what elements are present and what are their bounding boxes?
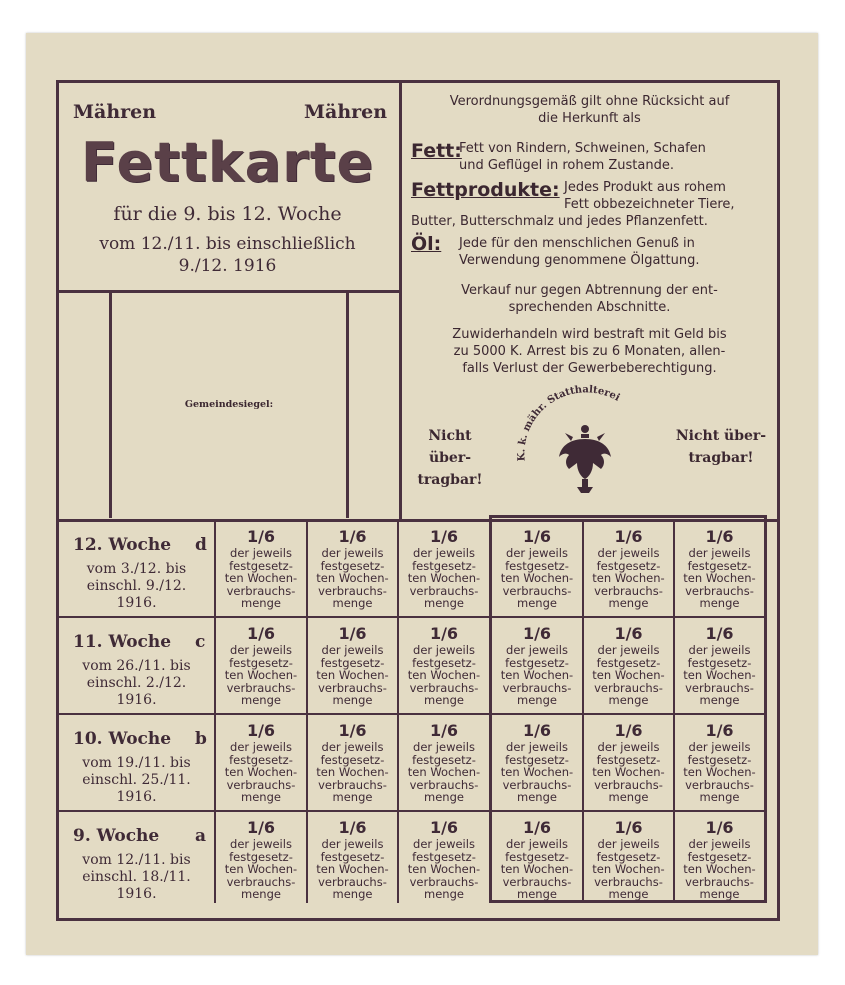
coupon-text-line: verbrauchs- [318, 777, 387, 792]
non-transferable-right [671, 425, 771, 469]
coupon-text-line: menge [517, 693, 557, 707]
valid-weeks: für die 9. bis 12. Woche [113, 203, 342, 225]
coupon-text-line: der jeweils [321, 837, 384, 851]
coupon-text-line: ten Wochen- [500, 668, 574, 682]
coupon-fraction: 1/6 [429, 624, 459, 643]
sale-notice [402, 282, 777, 316]
coupon-text-line: menge [332, 790, 373, 804]
week-date-line-3: 1916. [116, 692, 157, 708]
coupon-text-line: festgesetz- [412, 849, 476, 864]
coupon-text-line: verbrauchs- [502, 583, 572, 598]
def-fettprodukte-line-1: Jedes Produkt aus rohem [564, 180, 726, 195]
coupon-text-line: ten Wochen- [224, 668, 298, 682]
coupon-fraction: 1/6 [705, 818, 734, 837]
coupon-text-line: verbrauchs- [502, 777, 572, 792]
coupon-cell [675, 812, 764, 907]
validity-dates-line2: 9./12. 1916 [178, 256, 277, 276]
coupon-text-line: festgesetz- [229, 752, 293, 767]
sale-line-2: sprechenden Abschnitte. [508, 300, 671, 315]
def-oel-line-2: Verwendung genommene Ölgattung. [459, 253, 700, 268]
coupon-text-line: festgesetz- [320, 752, 385, 767]
coupon-text-line: verbrauchs- [594, 777, 663, 792]
fettkarte-card [56, 80, 780, 921]
def-oel-line-1: Jede für den menschlichen Genuß in [459, 236, 695, 251]
coupon-text-line: der jeweils [506, 643, 568, 657]
coupon-text-line: menge [608, 790, 649, 804]
coupon-text-line: ten Wochen- [224, 571, 298, 585]
week-date-line-3: 1916. [116, 789, 157, 805]
coupon-fraction: 1/6 [522, 818, 552, 837]
coupon-text-line: menge [332, 887, 373, 901]
coupon-text-line: der jeweils [321, 643, 384, 657]
card-title: Fettkarte [80, 131, 375, 194]
coupon-text-line: der jeweils [413, 837, 475, 851]
coupon-fraction: 1/6 [429, 721, 459, 740]
coupon-text-line: verbrauchs- [318, 874, 387, 889]
statthalterei-stamp [507, 383, 662, 503]
def-fett [459, 140, 706, 174]
coupon-text-line: verbrauchs- [318, 680, 387, 695]
week-letter: a [195, 826, 207, 846]
coupon-text-line: der jeweils [413, 740, 475, 754]
municipal-seal-label: Gemeindesiegel: [184, 399, 274, 410]
coupon-text-line: festgesetz- [412, 752, 476, 767]
coupon-fraction: 1/6 [614, 624, 643, 643]
coupon-cell [675, 715, 764, 810]
coupon-fraction: 1/6 [705, 721, 734, 740]
coupon-cell [492, 812, 582, 907]
coupon-text-line: ten Wochen- [500, 765, 574, 779]
penalty-line-2: zu 5000 K. Arrest bis zu 6 Monaten, allen- [453, 344, 726, 359]
coupon-cell [308, 618, 397, 713]
coupon-text-line: festgesetz- [687, 752, 752, 767]
coupon-text-line: verbrauchs- [502, 680, 572, 695]
week-letter: b [195, 729, 207, 749]
coupon-fraction: 1/6 [705, 624, 734, 643]
coupon-text-line: der jeweils [688, 837, 751, 851]
coupon-fraction: 1/6 [338, 818, 367, 837]
week-9-label [59, 812, 214, 903]
coupon-text-line: menge [241, 790, 281, 804]
coupon-text-line: verbrauchs- [226, 583, 296, 598]
coupon-text-line: ten Wochen- [316, 668, 389, 682]
coupon-text-line: festgesetz- [505, 655, 569, 670]
coupon-cell [308, 715, 397, 810]
coupon-text-line: ten Wochen- [500, 571, 574, 585]
coupon-text-line: verbrauchs- [594, 680, 663, 695]
coupon-text-line: ten Wochen- [224, 765, 298, 779]
coupon-fraction: 1/6 [614, 818, 643, 837]
coupon-fraction: 1/6 [614, 721, 643, 740]
coupon-text-line: festgesetz- [229, 655, 293, 670]
coupon-cell [399, 521, 489, 616]
coupon-fraction: 1/6 [338, 527, 367, 546]
nt-left-line-1: Nicht über- [428, 428, 472, 466]
coupon-cell [492, 618, 582, 713]
coupon-text-line: der jeweils [230, 837, 292, 851]
coupon-text-line: menge [517, 790, 557, 804]
coupon-cell [216, 618, 306, 713]
coupon-text-line: menge [699, 887, 740, 901]
regulation-intro [402, 93, 777, 127]
coupon-text-line: ten Wochen- [407, 571, 481, 585]
coupon-text-line: der jeweils [506, 740, 568, 754]
coupon-text-line: menge [332, 693, 373, 707]
coupon-text-line: ten Wochen- [683, 862, 756, 876]
coupon-text-line: der jeweils [688, 643, 751, 657]
penalty-line-3: falls Verlust der Gewerbeberechtigung. [462, 361, 717, 376]
coupon-text-line: ten Wochen- [500, 862, 574, 876]
coupon-cell [584, 715, 673, 810]
coupon-fraction: 1/6 [246, 527, 276, 546]
nt-right-line-1: Nicht über- [675, 428, 767, 444]
nt-right-line-2: tragbar! [688, 450, 754, 466]
week-12-label [59, 521, 214, 616]
coupon-text-line: menge [608, 693, 649, 707]
coupon-text-line: festgesetz- [412, 655, 476, 670]
coupon-fraction: 1/6 [705, 527, 734, 546]
coupon-text-line: verbrauchs- [594, 874, 663, 889]
coupon-cell [308, 812, 397, 907]
coupon-cell [584, 812, 673, 907]
coupon-text-line: menge [608, 596, 649, 610]
coupon-text-line: ten Wochen- [683, 571, 756, 585]
coupon-text-line: festgesetz- [229, 849, 293, 864]
coupon-text-line: menge [517, 887, 557, 901]
coupon-text-line: ten Wochen- [316, 765, 389, 779]
coupon-text-line: der jeweils [597, 546, 660, 560]
coupon-text-line: der jeweils [413, 643, 475, 657]
coupon-text-line: verbrauchs- [685, 583, 754, 598]
non-transferable-left [405, 425, 495, 491]
coupon-text-line: verbrauchs- [226, 777, 296, 792]
coupon-text-line: der jeweils [506, 546, 568, 560]
coupon-text-line: verbrauchs- [502, 874, 572, 889]
def-fettprodukte [564, 179, 735, 213]
coupon-text-line: verbrauchs- [409, 680, 479, 695]
coupon-text-line: der jeweils [688, 546, 751, 560]
coupon-text-line: ten Wochen- [683, 765, 756, 779]
coupon-text-line: festgesetz- [505, 752, 569, 767]
coupon-fraction: 1/6 [246, 624, 276, 643]
coupon-cell [492, 715, 582, 810]
week-dates [59, 755, 214, 806]
coupon-fraction: 1/6 [614, 527, 643, 546]
coupon-text-line: ten Wochen- [316, 571, 389, 585]
coupon-text-line: der jeweils [230, 546, 292, 560]
coupon-cell [675, 618, 764, 713]
coupon-text-line: festgesetz- [229, 558, 293, 573]
coupon-text-line: ten Wochen- [407, 862, 481, 876]
coupon-cell [584, 618, 673, 713]
coupon-text-line: menge [699, 790, 740, 804]
week-name: 11. Woche [73, 632, 172, 652]
coupon-text-line: ten Wochen- [592, 571, 665, 585]
coupon-text-line: verbrauchs- [409, 583, 479, 598]
week-dates [59, 561, 214, 612]
intro-line-2: die Herkunft als [538, 111, 641, 126]
coupon-text-line: der jeweils [688, 740, 751, 754]
coupon-text-line: festgesetz- [596, 752, 661, 767]
coupon-text-line: festgesetz- [505, 558, 569, 573]
week-date-line-2: einschl. 9./12. [86, 578, 187, 594]
seal-box-right [346, 290, 349, 518]
coupon-fraction: 1/6 [338, 624, 367, 643]
coupon-text-line: menge [699, 596, 740, 610]
coupon-text-line: menge [699, 693, 740, 707]
coupon-fraction: 1/6 [246, 818, 276, 837]
penalty-line-1: Zuwiderhandeln wird bestraft mit Geld bis [452, 327, 727, 342]
coupon-text-line: der jeweils [230, 643, 292, 657]
sale-line-1: Verkauf nur gegen Abtrennung der ent- [461, 283, 718, 298]
week-date-line-2: einschl. 18./11. [82, 869, 191, 885]
coupon-text-line: ten Wochen- [592, 668, 665, 682]
coupon-text-line: der jeweils [321, 740, 384, 754]
coupon-text-line: der jeweils [597, 740, 660, 754]
coupon-text-line: festgesetz- [596, 655, 661, 670]
week-letter: d [195, 535, 207, 555]
region-label-right: Mähren [304, 101, 388, 123]
coupon-text-line: ten Wochen- [224, 862, 298, 876]
coupon-text-line: festgesetz- [320, 849, 385, 864]
coupon-cell [492, 521, 582, 616]
week-name: 9. Woche [73, 826, 160, 846]
coupon-text-line: menge [241, 693, 281, 707]
coupon-text-line: der jeweils [230, 740, 292, 754]
stamp-inscription: K. k. mähr. Statthalterei [516, 384, 622, 462]
nt-left-line-2: tragbar! [417, 472, 483, 488]
week-date-line-1: vom 19./11. bis [82, 755, 191, 771]
coupon-fraction: 1/6 [429, 527, 459, 546]
coupon-text-line: verbrauchs- [685, 874, 754, 889]
coupon-cell [216, 715, 306, 810]
week-11-label [59, 618, 214, 713]
coupon-text-line: ten Wochen- [407, 765, 481, 779]
region-label-left: Mähren [73, 101, 157, 123]
coupon-text-line: menge [424, 596, 464, 610]
week-name: 12. Woche [73, 535, 172, 555]
term-fett: Fett: [411, 140, 462, 162]
def-fettprodukte-line-3: Butter, Butterschmalz und jedes Pflanzenfett. [411, 214, 708, 229]
def-fett-line-1: Fett von Rindern, Schweinen, Schafen [459, 141, 706, 156]
coupon-text-line: der jeweils [413, 546, 475, 560]
intro-line-1: Verordnungsgemäß gilt ohne Rücksicht auf [449, 94, 730, 109]
def-fett-line-2: und Geflügel in rohem Zustande. [459, 158, 674, 173]
coupon-text-line: menge [241, 887, 281, 901]
coupon-text-line: festgesetz- [687, 849, 752, 864]
coupon-text-line: ten Wochen- [592, 862, 665, 876]
week-date-line-2: einschl. 2./12. [86, 675, 187, 691]
coupon-text-line: ten Wochen- [683, 668, 756, 682]
week-dates [59, 658, 214, 709]
coupon-cell [216, 521, 306, 616]
penalty-notice [402, 326, 777, 377]
coupon-text-line: verbrauchs- [409, 777, 479, 792]
coupon-cell [308, 521, 397, 616]
week-date-line-1: vom 3./12. bis [86, 561, 187, 577]
coupon-text-line: verbrauchs- [594, 583, 663, 598]
validity-dates [59, 233, 396, 277]
coupon-text-line: festgesetz- [596, 849, 661, 864]
term-fettprodukte: Fettprodukte: [411, 179, 560, 201]
coupon-text-line: ten Wochen- [407, 668, 481, 682]
coupon-fraction: 1/6 [522, 624, 552, 643]
coupon-fraction: 1/6 [522, 721, 552, 740]
coupon-text-line: festgesetz- [687, 655, 752, 670]
coupon-cell [399, 715, 489, 810]
week-name: 10. Woche [73, 729, 172, 749]
coupon-text-line: der jeweils [597, 643, 660, 657]
week-dates [59, 852, 214, 903]
coupon-text-line: menge [424, 693, 464, 707]
coupon-text-line: festgesetz- [687, 558, 752, 573]
coupon-fraction: 1/6 [338, 721, 367, 740]
coupon-text-line: der jeweils [321, 546, 384, 560]
double-eagle-emblem-icon [559, 425, 611, 493]
def-fettprodukte-line-2: Fett obbezeichneter Tiere, [564, 197, 735, 212]
coupon-text-line: verbrauchs- [409, 874, 479, 889]
coupon-cell [399, 812, 489, 907]
coupon-fraction: 1/6 [429, 818, 459, 837]
coupon-text-line: der jeweils [506, 837, 568, 851]
coupon-text-line: der jeweils [597, 837, 660, 851]
coupon-text-line: ten Wochen- [316, 862, 389, 876]
coupon-text-line: menge [424, 887, 464, 901]
coupon-text-line: festgesetz- [320, 655, 385, 670]
coupon-fraction: 1/6 [246, 721, 276, 740]
coupon-cell [584, 521, 673, 616]
week-date-line-3: 1916. [116, 886, 157, 902]
coupon-text-line: menge [241, 596, 281, 610]
coupon-text-line: festgesetz- [320, 558, 385, 573]
coupon-text-line: menge [332, 596, 373, 610]
coupon-text-line: verbrauchs- [685, 680, 754, 695]
coupon-text-line: festgesetz- [412, 558, 476, 573]
coupon-text-line: festgesetz- [596, 558, 661, 573]
coupon-text-line: menge [517, 596, 557, 610]
coupon-text-line: verbrauchs- [318, 583, 387, 598]
week-date-line-1: vom 26./11. bis [82, 658, 191, 674]
coupon-cell [216, 812, 306, 907]
coupon-fraction: 1/6 [522, 527, 552, 546]
week-10-label [59, 715, 214, 810]
coupon-text-line: verbrauchs- [685, 777, 754, 792]
coupon-text-line: verbrauchs- [226, 680, 296, 695]
coupon-text-line: festgesetz- [505, 849, 569, 864]
def-oel [459, 235, 699, 269]
coupon-text-line: menge [424, 790, 464, 804]
week-date-line-2: einschl. 25./11. [82, 772, 191, 788]
coupon-cell [399, 618, 489, 713]
validity-dates-line1: vom 12./11. bis einschließlich [99, 234, 356, 254]
coupon-text-line: ten Wochen- [592, 765, 665, 779]
term-oel: Öl: [411, 233, 442, 255]
coupon-text-line: verbrauchs- [226, 874, 296, 889]
week-date-line-3: 1916. [116, 595, 157, 611]
week-letter: c [195, 632, 206, 652]
coupon-cell [675, 521, 764, 616]
coupon-text-line: menge [608, 887, 649, 901]
week-date-line-1: vom 12./11. bis [82, 852, 191, 868]
